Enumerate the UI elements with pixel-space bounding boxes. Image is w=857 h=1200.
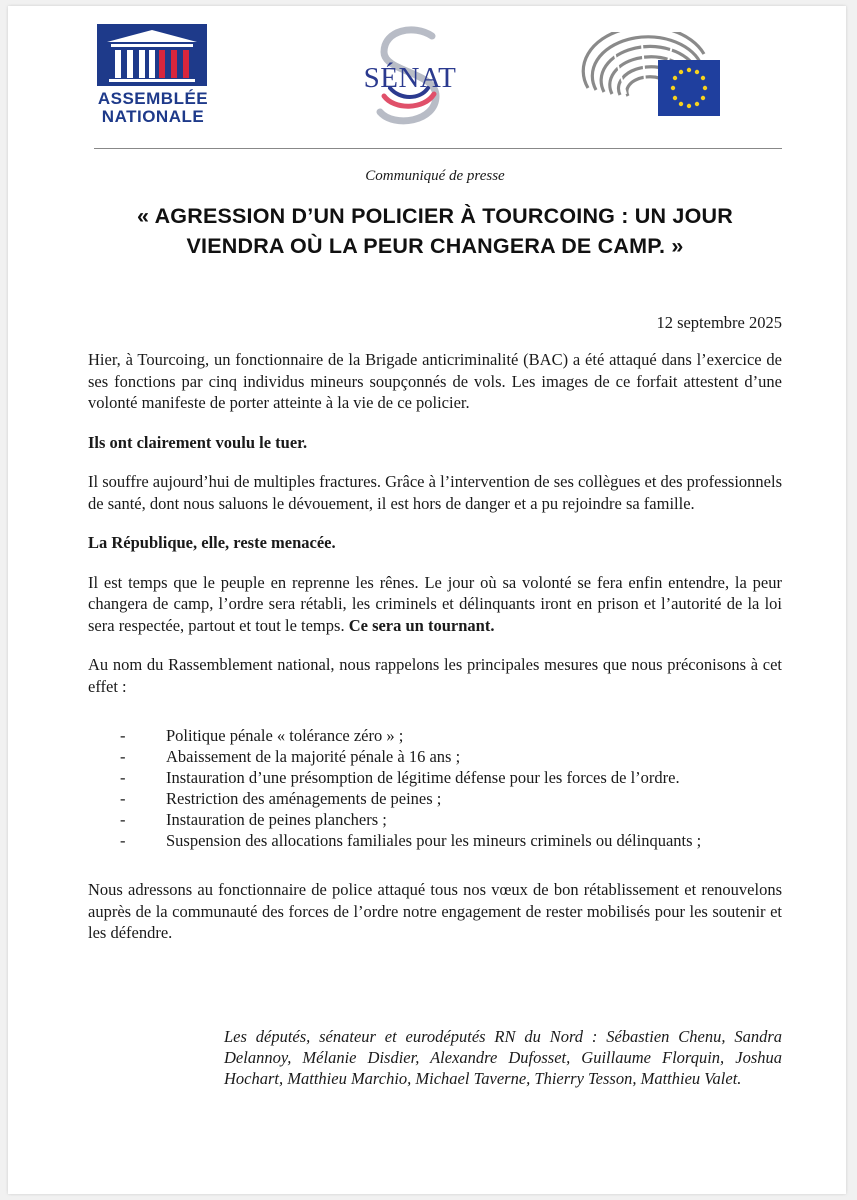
paragraph-4: La République, elle, reste menacée. <box>88 533 336 552</box>
header-logos <box>8 6 846 146</box>
paragraph-5 <box>88 572 782 637</box>
measure-text: Instauration de peines planchers ; <box>166 810 387 829</box>
list-item <box>120 809 782 830</box>
release-body <box>88 349 782 944</box>
bullet-dash: - <box>120 810 126 829</box>
paragraph-6: Au nom du Rassemblement national, nous rappelons les principales mesures que nous préconisons à cet effet : <box>88 655 782 696</box>
paragraph-5-text: Il est temps que le peuple en reprenne les rênes. Le jour où sa volonté se fera enfin entendre, la peur changera de camp, l’ordre sera rétabli, les criminels et délinquants iront en prison et l’autorité de la loi sera respectée, partout et tout le temps. <box>88 572 782 635</box>
measure-text: Politique pénale « tolérance zéro » ; <box>166 726 404 745</box>
bullet-dash: - <box>120 789 126 808</box>
paragraph-2: Ils ont clairement voulu le tuer. <box>88 432 308 452</box>
list-item <box>120 725 782 746</box>
senat-wordmark: SÉNAT <box>363 62 457 94</box>
measure-text: Restriction des aménagements de peines ; <box>166 789 442 808</box>
european-parliament-logo <box>574 32 724 122</box>
paragraph-3: Il souffre aujourd’hui de multiples fractures. Grâce à l’intervention de ses collègues et des professionnels de santé, dont nous saluons le dévouement, il est hors de danger et a pu rejoindre sa famille. <box>88 472 782 513</box>
kicker-label: Communiqué de presse <box>365 168 505 184</box>
assemblee-line2: NATIONALE <box>101 107 205 126</box>
list-item <box>120 830 782 851</box>
assemblee-nationale-logo <box>94 24 212 126</box>
measure-text: Suspension des allocations familiales pour les mineurs criminels ou délinquants ; <box>166 831 702 850</box>
bullet-dash: - <box>120 747 126 766</box>
paragraph-1: Hier, à Tourcoing, un fonctionnaire de la Brigade anticriminalité (BAC) a été attaqué dans l’exercice de ses fonctions par cinq individus mineurs soupçonnés de vols. Les images de ce forfait attestent d’une volonté manifeste de porter atteinte à la vie de ce policier. <box>88 350 782 412</box>
header-divider <box>94 148 782 149</box>
measure-text: Instauration d’une présomption de légitime défense pour les forces de l’ordre. <box>166 768 680 787</box>
measure-text: Abaissement de la majorité pénale à 16 ans ; <box>166 747 461 766</box>
signature-block: Les députés, sénateur et eurodéputés RN du Nord : Sébastien Chenu, Sandra Delannoy, Mélanie Disdier, Alexandre Dufosset, Guillaume Florquin, Joshua Hochart, Matthieu Marchio, Michael Taverne, Thierry Tesson, Matthieu Valet. <box>224 1027 782 1088</box>
senat-logo <box>354 22 466 132</box>
page-title: « AGRESSION D’UN POLICIER À TOURCOING : UN JOUR VIENDRA OÙ LA PEUR CHANGERA DE CAMP. » <box>137 204 733 258</box>
paragraph-7: Nous adressons au fonctionnaire de police attaqué tous nos vœux de bon rétablissement et renouvelons auprès de la communauté des forces de l’ordre notre engagement de rester mobilisés pour les soutenir et les défendre. <box>88 880 782 942</box>
list-item <box>120 788 782 809</box>
assemblee-line1: ASSEMBLÉE <box>97 89 209 108</box>
paragraph-5-emphasis: Ce sera un tournant. <box>348 615 495 635</box>
list-item <box>120 767 782 788</box>
list-item <box>120 746 782 767</box>
bullet-dash: - <box>120 768 126 787</box>
assemblee-emblem <box>97 24 207 86</box>
bullet-dash: - <box>120 831 126 850</box>
press-release-page <box>8 6 846 1194</box>
bullet-dash: - <box>120 726 126 745</box>
measures-list <box>88 725 782 851</box>
release-date: 12 septembre 2025 <box>656 313 782 332</box>
press-release-content <box>88 168 782 944</box>
